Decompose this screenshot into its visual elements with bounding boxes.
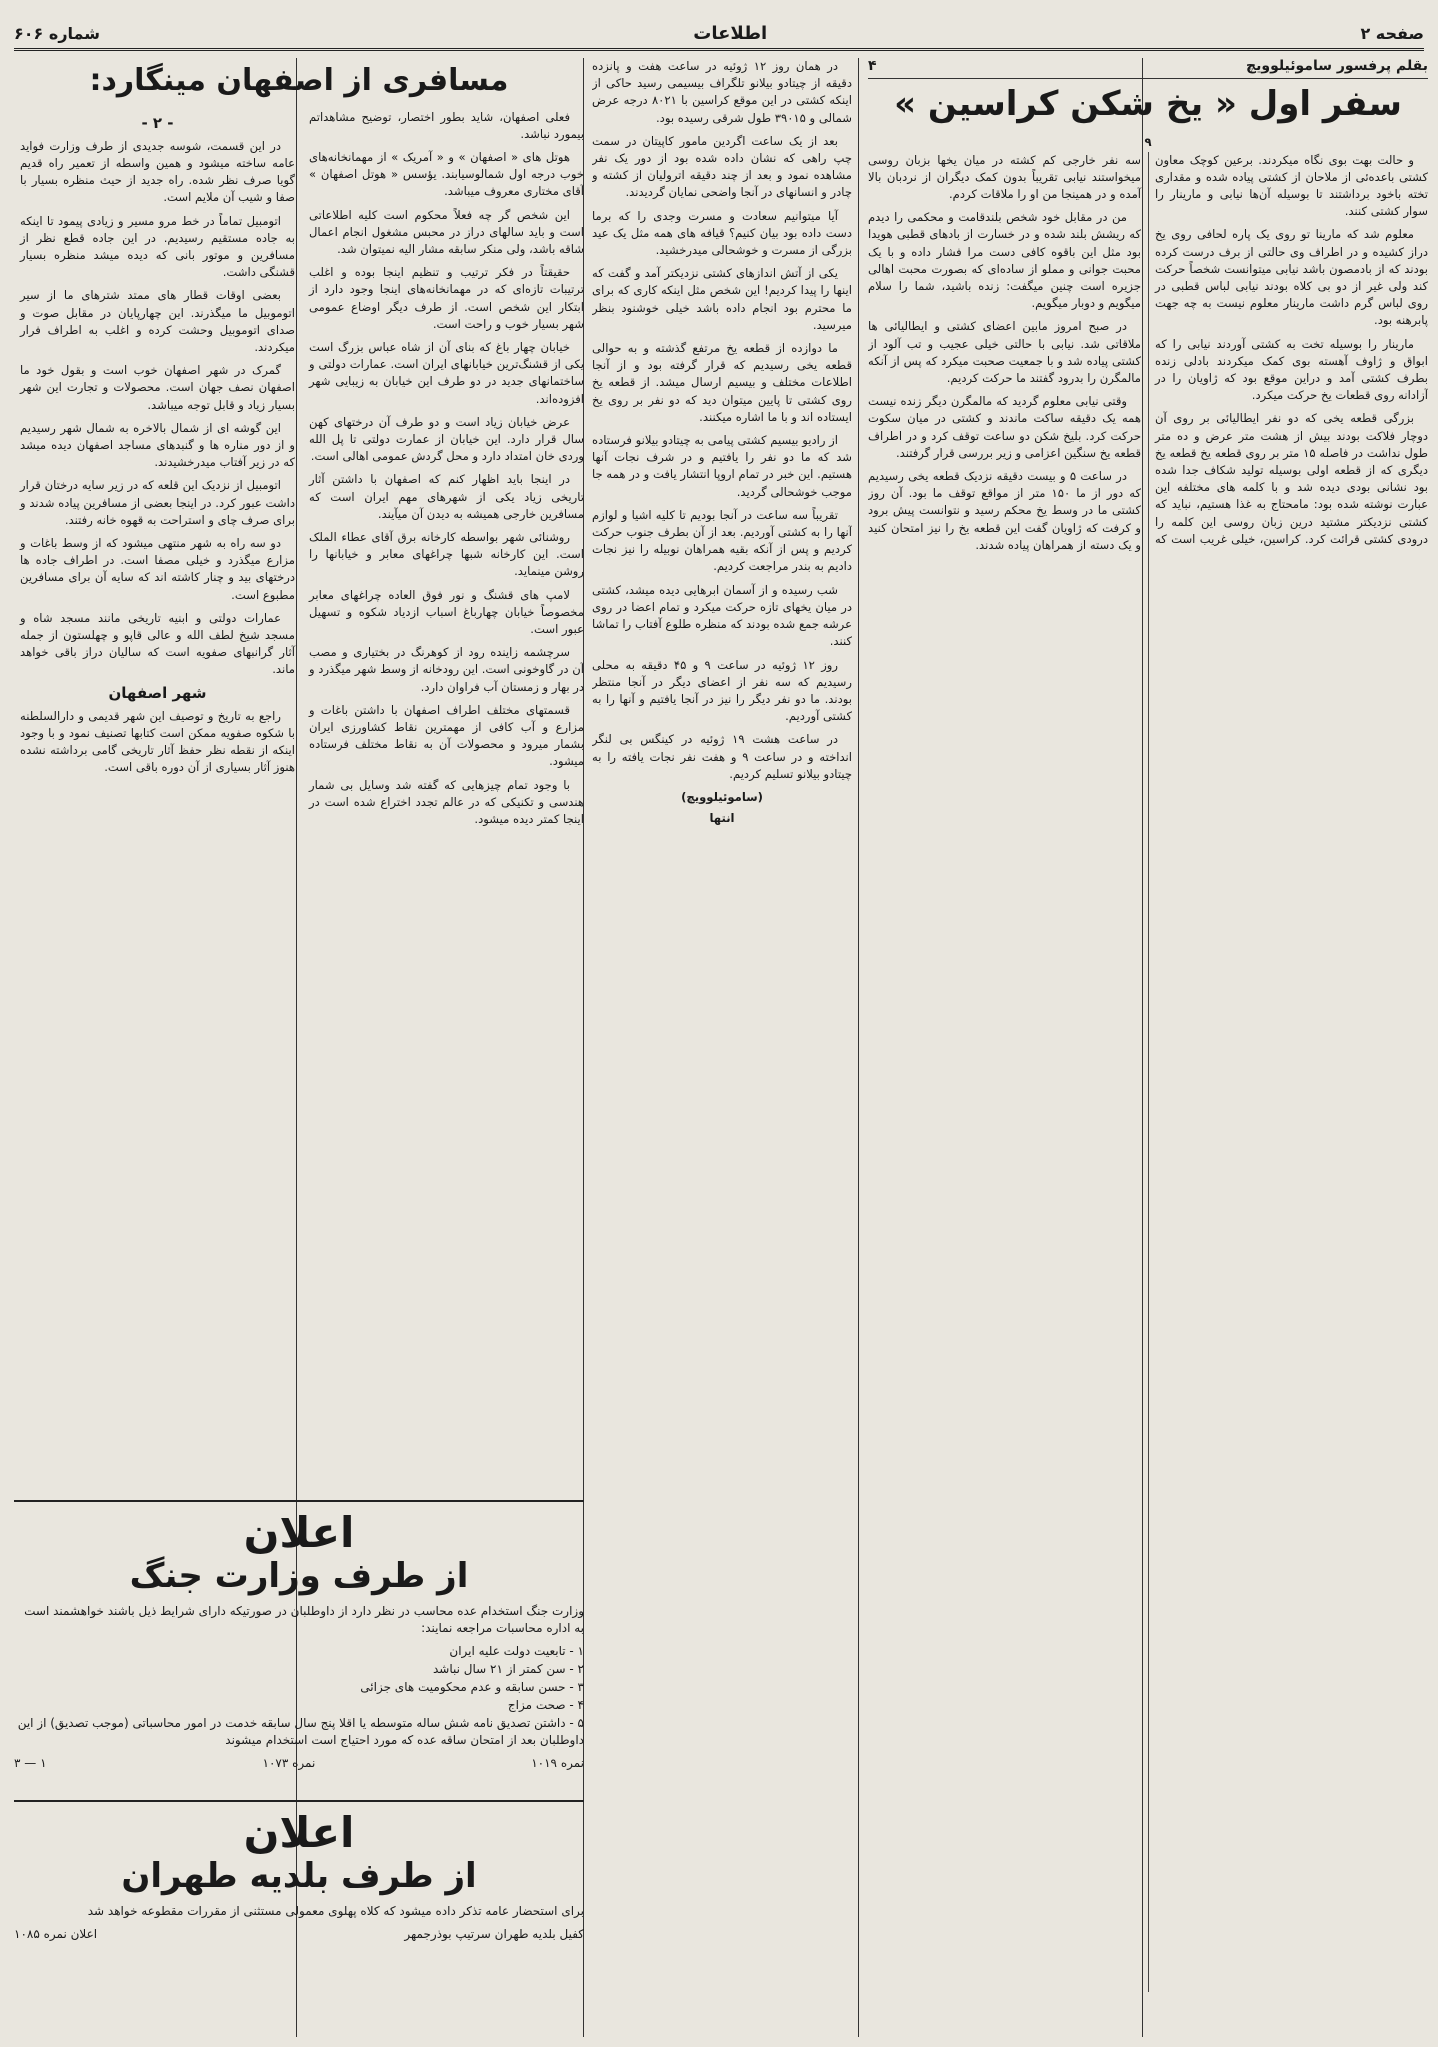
- paragraph: من در مقابل خود شخص بلندقامت و محکمی را دیدم که ریشش بلند شده و در خسارت از بادهای قطبی هویدا بود مثل این باقوه کافی دست مرا فشار داده و با یک محبت جوانی و مملو از ساده‌ای که بصورت محبت اهالی جزیره است چنین میگفت: زنده باشید، شما را سلام میگویم و دوبار میگویم.: [868, 210, 1141, 311]
- paragraph: این شخص گر چه فعلاً محکوم است کلیه اطلاعاتی است و باید سالهای دراز در محبس مشغول انجام اعمال شاقه باشد، ولی منکر سابقه مشار الیه نمیتوان شد.: [309, 207, 584, 256]
- paragraph: گمرک در شهر اصفهان خوب است و بقول خود ما اصفهان نصف جهان است. محصولات و تجارت این شهر بسیار زیاد و قابل توجه میباشد.: [20, 363, 295, 412]
- war-ministry-ad: [14, 1500, 584, 1800]
- krasin-article: [868, 58, 1428, 2038]
- paragraph: قسمتهای مختلف اطراف اصفهان با داشتن باغات و مزارع و آب کافی از مهمترین نقاط کشاورزی ایران بشمار میرود و محصولات آن به نقاط مختلف فرستاده میشود.: [309, 702, 584, 769]
- byline: بقلم پرفسور ساموئیلوویچ: [1246, 58, 1428, 74]
- paragraph: روز ۱۲ ژوئیه در ساعت ۹ و ۴۵ دقیقه به محلی رسیدیم که سه نفر از اعضای دیگر در آنجا منتظر بودند. ما دو نفر دیگر را نیز در آنجا یافتیم و آنها را به کشتی آوردیم.: [592, 657, 852, 724]
- paragraph: عرض خیابان زیاد است و دو طرف آن درختهای کهن سال قرار دارد. این خیابان از عمارت دولتی تا پل الله وردی خان امتداد دارد و محل گردش عمومی اهالی است.: [309, 414, 584, 464]
- article-title: سفر اول « یخ شکن کراسین »: [894, 84, 1402, 125]
- paper-name: اطلاعات: [693, 22, 768, 44]
- paragraph: تقریباً سه ساعت در آنجا بودیم تا کلیه اشیا و لوازم آنها را به کشتی آوردیم. بعد از آن بطرف جنوب حرکت کردیم و پس از آنکه بقیه همراهان نوبیله را نیز نجات دادیم به بندر مراجعت کردیم.: [592, 507, 852, 574]
- list-item: ۵ - داشتن تصدیق نامه شش ساله متوسطه یا اقلا پنج سال سابقه خدمت در امور محاسباتی (موجب تصدیق) از این داوطلبان بعد از امتحان ساقه عده که مورد احتیاج است استخدام میشوند: [17, 1715, 584, 1747]
- ad-intro: وزارت جنگ استخدام عده محاسب در نظر دارد از داوطلبان در صورتیکه دارای شرایط ذیل باشند خواهشمند است به اداره محاسبات مراجعه نمایند:: [24, 1603, 584, 1635]
- paragraph: در صبح امروز مابین اعضای کشتی و ایطالیائی ها ملاقاتی شد. نیابی با حالتی خیلی عجیب و تب آلود از کشتی پیاده شد و با جمعیت صحبت میکرد که پس از آنکه مالمگرن را بدرود گفتند ما حرکت کردیم.: [868, 319, 1141, 385]
- list-item: ۴ - صحت مزاج: [507, 1697, 584, 1712]
- signature: (ساموئیلوویچ): [681, 789, 763, 804]
- ad-footer: [14, 1926, 584, 1943]
- paragraph: دو سه راه به شهر منتهی میشود که از وسط باغات و مزارع میگذرد و خیلی مصفا است. در اطراف جاده ها درختهای بید و چنار کاشته اند که سایه آن برای مسافرین مطبوع است.: [20, 535, 295, 602]
- paragraph: در اینجا باید اظهار کنم که اصفهان با داشتن آثار تاریخی زیاد یکی از شهرهای مهم ایران است که مسافرین خارجی همیشه به دیدن آن میآیند.: [309, 472, 584, 521]
- paragraph: در این قسمت، شوسه جدیدی از طرف وزارت فواید عامه ساخته میشود و همین واسطه از تعمیر راه قدیم گویا صرف نظر شده. راه جدید از حیث منظره بسیار با صفا و شیب آن ملایم است.: [20, 138, 295, 205]
- paragraph: با وجود تمام چیزهایی که گفته شد وسایل بی شمار هندسی و تکنیکی که در عالم تجدد اختراع شده است در اینجا کمتر دیده میشود.: [309, 777, 584, 827]
- ad-title: اعلان: [243, 1508, 355, 1557]
- paragraph: سرچشمه زاینده رود از کوهرنگ در بختیاری و مصب آن در گاوخونی است. این رودخانه از وسط شهر میگذرد و در بهار و زمستان آب فراوان دارد.: [309, 645, 584, 694]
- paragraph: حقیقتاً در فکر ترتیب و تنظیم اینجا بوده و اغلب ترتیبات تازه‌ای که در مهمانخانه‌های اینجا وجود دارد از ابتکار این شخص است. از طرف دیگر اوضاع عمومی شهر بسیار خوب و راحت است.: [309, 265, 584, 331]
- ad-footer: [14, 1755, 584, 1772]
- krasin-body: [868, 152, 1428, 1992]
- paragraph: مارینار را بوسیله تخت به کشتی آوردند نیابی را که ابواق و ژاوف آهسته بوی کمک میکردند بادلی زنده بطرف کشتی آمد و دراین موقع بود که ژاویان را در آزادانه روی قطعات یخ حرکت میکرد.: [1155, 336, 1428, 403]
- column-marker: ۴: [868, 58, 877, 74]
- paragraph: بزرگی قطعه یخی که دو نفر ایطالیائی بر روی آن دوچار فلاکت بودند بیش از هشت متر عرض و ده متر طول نداشت در فاصله ۱۵ متر بر روی قطعه یخ قطعه یخ دیگری که از قطعه اولی بوسیله تولید شکاف جدا شده بود نشانی بودی دیده شد و با کلمه های مختلفه این عبارت نوشته شده بود: مامحتاج به غذا هستیم، نباید که کشتی نزدیکتر مشتید درین زبان روسی این کلمه را درودی کشتی قرائت کرد. کراسین، خیلی غریب است که سه نفر خارجی کم کشته در میان یخها بزبان روسی میخواستند نیابی تقریباً بدون کمک دیگران از نردبان بالا آمده و در همینجا من او را ملاقات کردم.: [868, 152, 1428, 546]
- ad-number: اعلان نمره ۱۰۸۵: [14, 1926, 98, 1941]
- isfahan-col-b: [20, 109, 295, 1469]
- issue-number: شماره ۶۰۶: [14, 23, 101, 43]
- list-item: ۳ - حسن سابقه و عدم محکومیت های جزائی: [360, 1679, 584, 1694]
- subheading: شهر اصفهان: [108, 683, 207, 702]
- paragraph: بعد از یک ساعت اگردین مامور کاپیتان در سمت چپ راهی که نشان داده شده بود از دور یک نفر مشاهده نمود و بعد از چند دقیقه اترولیان از کشته و چادر و انسانهای در آنجا واضحی نمایان گردیدند.: [592, 133, 852, 200]
- paragraph: فعلی اصفهان، شاید بطور اختصار، توضیح مشاهداتم بیمورد نباشد.: [309, 109, 584, 141]
- ad-number-right: نمره ۱۰۱۹: [531, 1755, 584, 1770]
- paragraph: آیا میتوانیم سعادت و مسرت وجدی را که برما دست داده بود بیان کنیم؟ قیافه های همه مثل یک عید بزرگی از مسرت و خوشحالی میدرخشید.: [592, 208, 852, 258]
- page-number: صفحه ۲: [1360, 23, 1424, 43]
- column-rule: [858, 58, 859, 2037]
- section-marker: - ۲ -: [141, 113, 174, 132]
- ad-title: اعلان: [243, 1808, 355, 1857]
- masthead: [14, 18, 1424, 51]
- ad-text: برای استحضار عامه تذکر داده میشود که کلاه پهلوی معمولی مستثنی از مقررات مقطوعه خواهد شد: [87, 1903, 584, 1918]
- paragraph: این گوشه ای از شمال بالاخره به شمال شهر رسیدیم و از دور مناره ها و گنبدهای مساجد اصفهان دیده میشد که در زیر آفتاب میدرخشیدند.: [20, 420, 295, 470]
- end-label: انتها: [709, 811, 735, 826]
- paragraph: و حالت بهت بوی نگاه میکردند. برعین کوچک معاون کشتی باعده‌ئی از ملاحان از کشتی پیاده شده و مقداری تخته باخود برداشتند تا بوسیله آن‌ها نیابی و مارینار را سوار کشتی کنند.: [1155, 152, 1428, 219]
- ad-sign: کفیل بلدیه طهران سرتیپ بوذرجمهر: [404, 1926, 584, 1941]
- paragraph: روشنائی شهر بواسطه کارخانه برق آقای عطاء الملک است. این کارخانه شبها چراغهای معابر و خیابانها را روشن مینماید.: [309, 529, 584, 579]
- krasin-continuation: [592, 58, 852, 2038]
- paragraph: از رادیو بیسیم کشتی پیامی به چیتادو بیلانو فرستاده شد که ما دو نفر را یافتیم و در شرف نجات آنها هستیم. این خبر در تمام اروپا انتشار یافت و در همه جا موجب خوشحالی گردید.: [592, 433, 852, 499]
- ad-number: نمره ۱۰۷۳: [262, 1755, 316, 1770]
- paragraph: معلوم شد که مارینا تو روی یک پاره لحافی روی یخ دراز کشیده و در اطراف وی حالتی از برف درست کرده بودند که از بادمصون باشد نیابی میتوانست شخصاً حرکت کند ولی غیر از دو بی کلاه بودند نیابی لباس قطبی در روی لباس گرم داشت مارینار معلوم نیست به چه جهت پابرهنه بود.: [1155, 227, 1428, 328]
- paragraph: در همان روز ۱۲ ژوئیه در ساعت هفت و پانزده دقیقه از چیتادو بیلانو تلگراف بیسیمی رسید حاکی از اینکه کشتی در این موقع کراسین با ۸۰۲۱ درجه عرض شمالی و ۳۹۰۱۵ طول شرقی رسیده بود.: [592, 59, 852, 125]
- article-title: مسافری از اصفهان مینگارد:: [89, 63, 509, 98]
- isfahan-col-a: [309, 109, 584, 1469]
- paragraph: لامپ های قشنگ و نور فوق العاده چراغهای معابر مخصوصاً خیابان چهارباغ اسباب ازدیاد شکوه و تسهیل عبور است.: [309, 587, 584, 636]
- paragraph: راجع به تاریخ و توصیف این شهر قدیمی و دارالسلطنه با شکوه صفویه ممکن است کتابها تصنیف نمود و با وجود اینکه از نقطه نظر حفظ آثار تاریخی گامی برداشته نشده هنوز آثار بسیاری از آن دوره باقی است.: [20, 708, 295, 775]
- ad-subtitle: از طرف وزارت جنگ: [129, 1556, 469, 1597]
- paragraph: عمارات دولتی و ابنیه تاریخی مانند مسجد شاه و مسجد شیخ لطف الله و عالی قاپو و چهلستون از جمله آثار گرانبهای صفویه است که سالیان دراز باقی خواهد ماند.: [20, 610, 295, 677]
- ad-requirements: [14, 1643, 584, 1749]
- isfahan-article: [14, 58, 584, 1488]
- paragraph: وقتی نیابی معلوم گردید که مالمگرن دیگر زنده نیست همه یک دقیقه ساکت ماندند و کشتی در میان سکوت حرکت کرد. بلیخ شکن دو ساعت توقف کرد و در اطراف قطعه یخ سنگین اعزامی و زیر بررسی قرار گرفتند.: [868, 394, 1141, 460]
- paragraph: یکی از آتش اندازهای کشتی نزدیکتر آمد و گفت که اینها را پیدا کردیم! این شخص مثل اینکه کاری که برای ما محترم بود انجام داده باشد خیلی خوشنود بنظر میرسید.: [592, 266, 852, 332]
- paragraph: هوتل های « اصفهان » و « آمریک » از مهمانخانه‌های خوب درجه اول شمالوسیابند. یؤسس « هوتل اصفهان » آقای مختاری معروف میباشد.: [309, 149, 584, 199]
- list-item: ۱ - تابعیت دولت علیه ایران: [449, 1643, 584, 1658]
- paragraph: خیابان چهار باغ که بنای آن از شاه عباس بزرگ است یکی از قشنگ‌ترین خیابانهای ایران است. عمارات دولتی و ساختمانهای جدید در دو طرف این خیابان به زیبایی شهر افزوده‌اند.: [309, 339, 584, 406]
- section-marker: ۹: [1144, 135, 1152, 150]
- paragraph: شب رسیده و از آسمان ابرهایی دیده میشد، کشتی در میان یخهای تازه حرکت میکرد و تمام اعضا در روی عرشه جمع شده بودند که منظره طلوع آفتاب را تماشا کنند.: [592, 582, 852, 649]
- paragraph: ما دوازده از قطعه یخ مرتفع گذشته و به حوالی قطعه یخی رسیدیم که قرار گرفته بود و از آنجا اطلاعات مختلف و بیسیم ارسال میشد. از قطعه یخ روی کشتی تا پایین میتوان دید که دو نفر بر روی یخ ایستاده اند و با ما اشاره میکنند.: [592, 341, 852, 424]
- ad-subtitle: از طرف بلدیه طهران: [121, 1856, 477, 1897]
- paragraph: در ساعت هشت ۱۹ ژوئیه در کینگس بی لنگر انداخته و در ساعت ۹ و هفت نفر نجات یافته را به چیتادو بیلانو تسلیم کردیم.: [592, 732, 852, 781]
- city-ad: [14, 1800, 584, 2040]
- paragraph: در ساعت ۵ و بیست دقیقه نزدیک قطعه یخی رسیدیم که دور از ما ۱۵۰ متر از مواقع توقف ما بود. آن روز کشتی ما در وسط یخ محکم رسید و نتوانست پیش برود و کرفت که ژاویان گفت این قطعه یخ را نیز امتحان کنید و یک دسته از همراهان پیاده شدند.: [868, 468, 1141, 552]
- paragraph: اتومبیل تماماً در خط مرو مسیر و زیادی پیمود تا اینکه به جاده مستقیم رسیدیم. در این جاده قطع نظر از مسافرین و موتور بانی که دیده میشد منظره بسیار قشنگی داشت.: [20, 213, 295, 280]
- ad-number-left: ۱ — ۳: [14, 1755, 47, 1770]
- paragraph: اتومبیل از نزدیک این قلعه که در زیر سایه درختان قرار داشت عبور کرد. در اینجا بعضی از مسافرین پیاده شدند و برای صرف چای و استراحت به قهوه خانه رفتند.: [20, 478, 295, 527]
- list-item: ۲ - سن کمتر از ۲۱ سال نباشد: [433, 1661, 584, 1676]
- paragraph: بعضی اوقات قطار های ممتد شترهای ما از سیر اتوموبیل ما میگذرند. این چهارپایان در مقابل صوت و صدای اتوموبیل وحشت کرده و اغلب به اطراف فرار میکردند.: [20, 288, 295, 354]
